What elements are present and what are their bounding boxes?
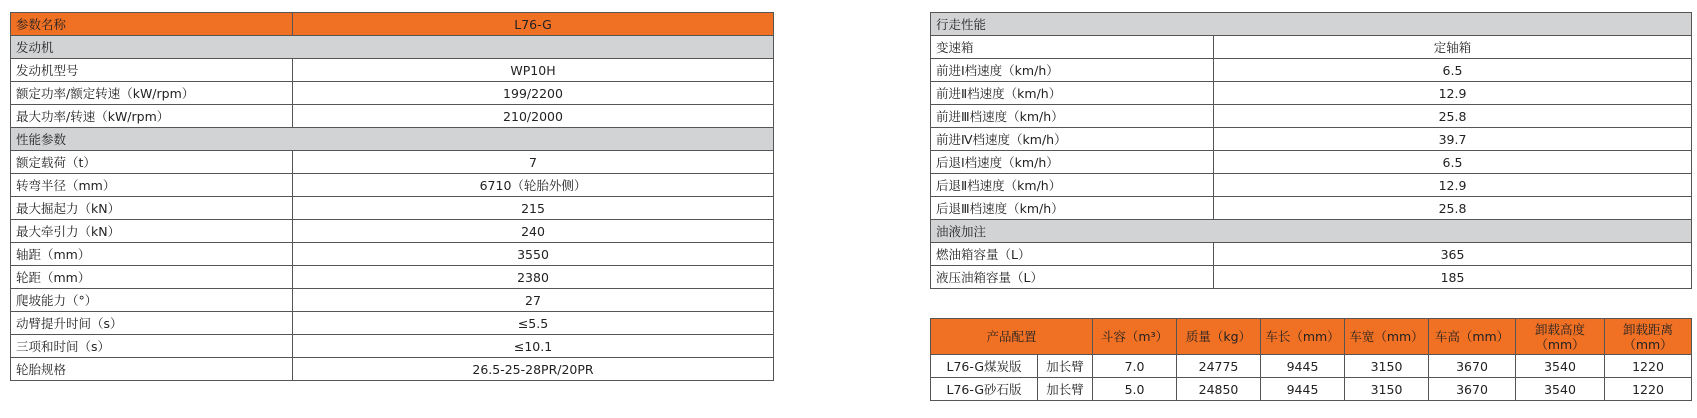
col-header-width: 车宽（mm） xyxy=(1345,319,1429,355)
row-value: ≤10.1 xyxy=(293,335,774,358)
col-header-length: 车长（mm） xyxy=(1261,319,1345,355)
cell-width: 3150 xyxy=(1345,378,1429,401)
row-label: 前进Ⅳ档速度（km/h） xyxy=(931,128,1214,151)
row-value: 240 xyxy=(293,220,774,243)
row-label: 前进Ⅰ档速度（km/h） xyxy=(931,59,1214,82)
cell-mass: 24850 xyxy=(1177,378,1261,401)
table-row xyxy=(931,59,1692,82)
table-row xyxy=(11,358,774,381)
table-row xyxy=(11,289,774,312)
row-value: 215 xyxy=(293,197,774,220)
row-value: 6.5 xyxy=(1214,151,1692,174)
header-label: 参数名称 xyxy=(11,13,293,36)
row-value: 2380 xyxy=(293,266,774,289)
product-table-header xyxy=(931,319,1692,355)
row-label: 后退Ⅲ档速度（km/h） xyxy=(931,197,1214,220)
table-row xyxy=(11,82,774,105)
row-label: 变速箱 xyxy=(931,36,1214,59)
cell-bucket: 7.0 xyxy=(1093,355,1177,378)
cell-height: 3670 xyxy=(1429,355,1516,378)
row-value: 6710（轮胎外侧） xyxy=(293,174,774,197)
travel-fluid-spec-table xyxy=(930,12,1692,289)
cell-arm: 加长臂 xyxy=(1038,355,1093,378)
row-label: 爬坡能力（°） xyxy=(11,289,293,312)
cell-mass: 24775 xyxy=(1177,355,1261,378)
row-label: 三项和时间（s） xyxy=(11,335,293,358)
row-value: 12.9 xyxy=(1214,82,1692,105)
cell-model: L76-G砂石版 xyxy=(931,378,1038,401)
row-label: 前进Ⅱ档速度（km/h） xyxy=(931,82,1214,105)
table-row xyxy=(931,105,1692,128)
table-row xyxy=(11,312,774,335)
col-header-mass: 质量（kg） xyxy=(1177,319,1261,355)
row-value: 26.5-25-28PR/20PR xyxy=(293,358,774,381)
cell-width: 3150 xyxy=(1345,355,1429,378)
row-value: 12.9 xyxy=(1214,174,1692,197)
col-header-config: 产品配置 xyxy=(931,319,1093,355)
cell-model: L76-G煤炭版 xyxy=(931,355,1038,378)
table-row xyxy=(11,174,774,197)
header-model: L76-G xyxy=(293,13,774,36)
table-row xyxy=(11,243,774,266)
cell-dump-height: 3540 xyxy=(1516,355,1605,378)
row-value: 39.7 xyxy=(1214,128,1692,151)
col-header-dump-height: 卸载高度（mm） xyxy=(1516,319,1605,355)
row-label: 发动机型号 xyxy=(11,59,293,82)
cell-height: 3670 xyxy=(1429,378,1516,401)
row-value: 7 xyxy=(293,151,774,174)
product-config-table xyxy=(930,318,1692,401)
row-value: ≤5.5 xyxy=(293,312,774,335)
row-label: 液压油箱容量（L） xyxy=(931,266,1214,289)
section-header-fluids xyxy=(931,220,1692,243)
row-label: 额定载荷（t） xyxy=(11,151,293,174)
cell-length: 9445 xyxy=(1261,355,1345,378)
table-row xyxy=(11,266,774,289)
table-row xyxy=(931,266,1692,289)
table-row xyxy=(931,128,1692,151)
table-row xyxy=(11,220,774,243)
section-header-engine xyxy=(11,36,774,59)
row-label: 最大掘起力（kN） xyxy=(11,197,293,220)
row-value: WP10H xyxy=(293,59,774,82)
table-row xyxy=(11,335,774,358)
section-title: 性能参数 xyxy=(11,128,774,151)
row-label: 后退Ⅰ档速度（km/h） xyxy=(931,151,1214,174)
section-title: 油液加注 xyxy=(931,220,1692,243)
table-header-row xyxy=(11,13,774,36)
col-header-dump-distance: 卸载距离（mm） xyxy=(1605,319,1692,355)
table-row xyxy=(931,355,1692,378)
table-row xyxy=(931,174,1692,197)
table-row xyxy=(11,105,774,128)
row-label: 后退Ⅱ档速度（km/h） xyxy=(931,174,1214,197)
row-value: 27 xyxy=(293,289,774,312)
section-header-performance xyxy=(11,128,774,151)
cell-length: 9445 xyxy=(1261,378,1345,401)
cell-dump-distance: 1220 xyxy=(1605,378,1692,401)
cell-dump-distance: 1220 xyxy=(1605,355,1692,378)
col-header-height: 车高（mm） xyxy=(1429,319,1516,355)
row-value: 199/2200 xyxy=(293,82,774,105)
col-header-bucket: 斗容（m³） xyxy=(1093,319,1177,355)
row-label: 最大牵引力（kN） xyxy=(11,220,293,243)
row-label: 转弯半径（mm） xyxy=(11,174,293,197)
table-row xyxy=(931,151,1692,174)
table-row xyxy=(931,243,1692,266)
table-row xyxy=(11,197,774,220)
row-value: 365 xyxy=(1214,243,1692,266)
section-header-travel xyxy=(931,13,1692,36)
row-value: 25.8 xyxy=(1214,105,1692,128)
row-label: 额定功率/额定转速（kW/rpm） xyxy=(11,82,293,105)
row-value: 3550 xyxy=(293,243,774,266)
engine-performance-spec-table xyxy=(10,12,774,381)
row-label: 轮距（mm） xyxy=(11,266,293,289)
row-label: 轮胎规格 xyxy=(11,358,293,381)
row-value: 6.5 xyxy=(1214,59,1692,82)
row-value: 185 xyxy=(1214,266,1692,289)
table-row xyxy=(931,82,1692,105)
cell-arm: 加长臂 xyxy=(1038,378,1093,401)
table-row xyxy=(11,59,774,82)
row-value: 210/2000 xyxy=(293,105,774,128)
cell-bucket: 5.0 xyxy=(1093,378,1177,401)
table-row xyxy=(931,197,1692,220)
row-label: 动臂提升时间（s） xyxy=(11,312,293,335)
row-label: 最大功率/转速（kW/rpm） xyxy=(11,105,293,128)
section-title: 发动机 xyxy=(11,36,774,59)
table-row xyxy=(931,378,1692,401)
cell-dump-height: 3540 xyxy=(1516,378,1605,401)
row-label: 前进Ⅲ档速度（km/h） xyxy=(931,105,1214,128)
row-label: 轴距（mm） xyxy=(11,243,293,266)
table-row xyxy=(931,36,1692,59)
row-value: 25.8 xyxy=(1214,197,1692,220)
row-value: 定轴箱 xyxy=(1214,36,1692,59)
table-row xyxy=(11,151,774,174)
section-title: 行走性能 xyxy=(931,13,1692,36)
row-label: 燃油箱容量（L） xyxy=(931,243,1214,266)
